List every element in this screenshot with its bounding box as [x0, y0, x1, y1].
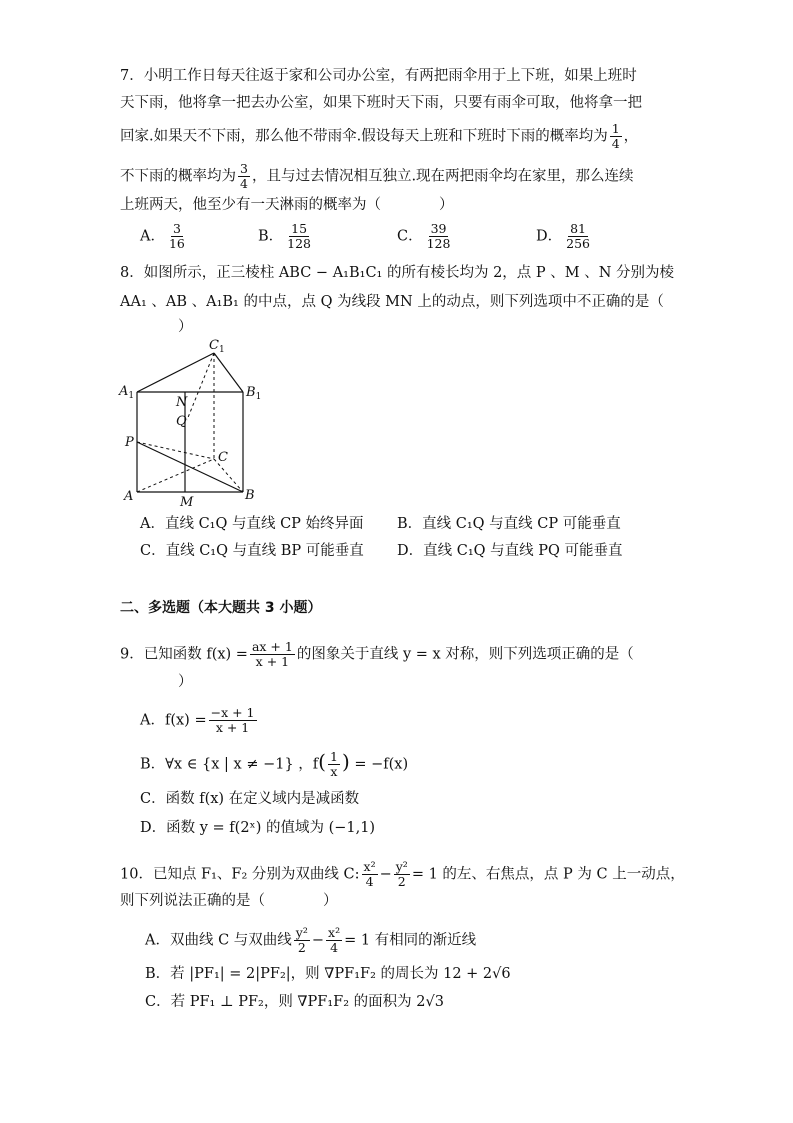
- frac-den: 4: [611, 136, 620, 151]
- prism-figure: [115, 338, 265, 508]
- option-fraction: [167, 222, 187, 251]
- edge-c1-b1: [214, 353, 243, 392]
- q7-line-3: [120, 122, 638, 151]
- frac-num: 3: [240, 161, 248, 176]
- q8-option-a[interactable]: A．直线 C₁Q 与直线 CP 始终异面: [140, 516, 364, 532]
- q10-option-c[interactable]: C．若 PF₁ ⊥ PF₂，则 ∇PF₁F₂ 的面积为 2√3: [145, 994, 444, 1010]
- q8-line-2: AA₁ 、AB 、A₁B₁ 的中点，点 Q 为线段 MN 上的动点，则下列选项中不正确的是（: [120, 294, 664, 310]
- q9-line-1-a: 9．已知函数 f(x) =: [120, 646, 248, 663]
- option-label: A．: [140, 228, 165, 245]
- q7-line-3-end: ，: [623, 128, 639, 145]
- q8-option-b[interactable]: B．直线 C₁Q 与直线 CP 可能垂直: [397, 516, 621, 532]
- option-b-fraction: [328, 750, 340, 779]
- paren-close: ): [341, 749, 350, 774]
- option-fraction: [564, 222, 592, 251]
- label-q: Q: [176, 414, 187, 429]
- option-a-text: A．双曲线 C 与双曲线: [145, 932, 292, 949]
- option-a-text: A．f(x) =: [140, 712, 207, 729]
- frac-num: 3: [172, 221, 181, 236]
- frac-num: y²: [295, 925, 308, 940]
- minus-sign: −: [379, 866, 392, 883]
- q10-line-2: 则下列说法正确的是（ ）: [120, 893, 338, 909]
- q10-line-1-a: 10．已知点 F₁、F₂ 分别为双曲线 C:: [120, 866, 360, 883]
- q7-fraction-three-quarters: [238, 162, 250, 191]
- label-n: N: [176, 395, 188, 410]
- q7-option-a[interactable]: [140, 222, 189, 251]
- q9-line-1: [120, 640, 634, 669]
- frac-num: x²: [363, 859, 376, 874]
- q9-option-a[interactable]: [140, 706, 259, 735]
- q9-option-c[interactable]: C．函数 f(x) 在定义域内是减函数: [140, 791, 360, 807]
- q7-line-3-text: 回家.如果天不下雨，那么他不带雨伞.假设每天上班和下班时下雨的概率均为: [120, 128, 608, 145]
- label-a1: $A_1$: [119, 384, 135, 401]
- frac-num: 1: [329, 749, 338, 764]
- frac-num: y²: [395, 859, 408, 874]
- frac-num: x²: [328, 925, 341, 940]
- q9-option-b[interactable]: [140, 750, 408, 779]
- frac-den: x + 1: [215, 720, 250, 735]
- frac-num: 39: [430, 221, 447, 236]
- frac-den: x + 1: [255, 654, 290, 669]
- frac-den: 16: [168, 236, 185, 251]
- q10-fraction-y: [394, 860, 410, 889]
- label-c: C: [218, 450, 228, 465]
- edge-a1-c1: [137, 353, 214, 392]
- frac-den: 4: [330, 940, 339, 955]
- frac-den: 4: [365, 874, 374, 889]
- option-a-fraction-y: [294, 926, 310, 955]
- q9-line-1-b: 的图象关于直线 y = x 对称，则下列选项正确的是（: [296, 646, 634, 663]
- label-b: B: [245, 488, 255, 503]
- q7-line-2: 天下雨，他将拿一把去办公室，如果下班时天下雨，只要有雨伞可取，他将拿一把: [120, 95, 642, 111]
- frac-num: ax + 1: [251, 639, 293, 654]
- option-b-post: = −f(x): [354, 756, 409, 773]
- label-b1: $B_1$: [246, 385, 262, 402]
- paren-open: (: [318, 749, 326, 774]
- frac-den: 128: [287, 236, 312, 251]
- q8-line-1: 8．如图所示，正三棱柱 ABC − A₁B₁C₁ 的所有棱长均为 2，点 P 、M 、N 分别为棱: [120, 265, 675, 281]
- minus-sign: −: [311, 932, 325, 949]
- q7-line-5: 上班两天，他至少有一天淋雨的概率为（ ）: [120, 197, 454, 213]
- frac-den: 128: [426, 236, 451, 251]
- option-fraction: [425, 222, 453, 251]
- option-b-text: B．∀x ∈ {x | x ≠ −1} ，f: [140, 756, 319, 773]
- q7-option-c[interactable]: [397, 222, 454, 251]
- frac-num: 81: [570, 221, 587, 236]
- label-c1: $C_1$: [209, 338, 225, 355]
- label-a: A: [124, 489, 134, 504]
- edge-a-c-hidden: [137, 459, 214, 492]
- option-label: B．: [258, 228, 284, 245]
- section-heading-multi-choice: 二、多选题（本大题共 3 小题）: [120, 600, 322, 616]
- frac-den: 256: [566, 236, 590, 251]
- frac-num: −x + 1: [210, 705, 255, 720]
- q10-line-1-b: = 1 的左、右焦点，点 P 为 C 上一动点，: [411, 866, 685, 883]
- option-a-post: = 1 有相同的渐近线: [344, 932, 477, 949]
- frac-den: 2: [397, 874, 406, 889]
- frac-den: 2: [297, 940, 306, 955]
- q10-fraction-x: [362, 860, 378, 889]
- frac-den: 4: [240, 176, 248, 191]
- q10-option-a[interactable]: [145, 926, 476, 955]
- q7-line-4: [120, 162, 634, 191]
- q7-fraction-quarter: [610, 122, 622, 151]
- q7-line-4-a: 不下雨的概率均为: [120, 168, 236, 185]
- label-p: P: [125, 435, 134, 450]
- option-label: C．: [397, 228, 423, 245]
- q8-line-3: ）: [178, 319, 193, 335]
- option-a-fraction: [209, 706, 257, 735]
- label-m: M: [180, 495, 194, 508]
- option-fraction: [285, 222, 313, 251]
- frac-den: x: [330, 764, 338, 779]
- q9-line-2: ）: [178, 674, 193, 690]
- option-a-fraction-x: [326, 926, 342, 955]
- q7-line-4-b: ，且与过去情况相互独立.现在两把雨伞均在家里，那么连续: [251, 168, 634, 185]
- segment-c1q-hidden: [187, 353, 214, 420]
- q9-option-d[interactable]: D．函数 y = f(2ˣ) 的值域为 (−1,1): [140, 820, 376, 836]
- frac-num: 1: [611, 121, 620, 136]
- q9-function-fraction: [250, 640, 295, 669]
- q8-option-c[interactable]: C．直线 C₁Q 与直线 BP 可能垂直: [140, 543, 364, 559]
- q7-line-1: 7．小明工作日每天往返于家和公司办公室，有两把雨伞用于上下班，如果上班时: [120, 68, 637, 84]
- segment-pc-hidden: [137, 442, 214, 459]
- frac-num: 15: [291, 221, 308, 236]
- q10-line-1: [120, 860, 685, 889]
- q7-option-b[interactable]: [258, 222, 315, 251]
- option-label: D．: [536, 228, 563, 245]
- q10-option-b[interactable]: B．若 |PF₁| = 2|PF₂|，则 ∇PF₁F₂ 的周长为 12 + 2√6: [145, 966, 511, 982]
- q7-option-d[interactable]: [536, 222, 594, 251]
- q8-option-d[interactable]: D．直线 C₁Q 与直线 PQ 可能垂直: [397, 543, 623, 559]
